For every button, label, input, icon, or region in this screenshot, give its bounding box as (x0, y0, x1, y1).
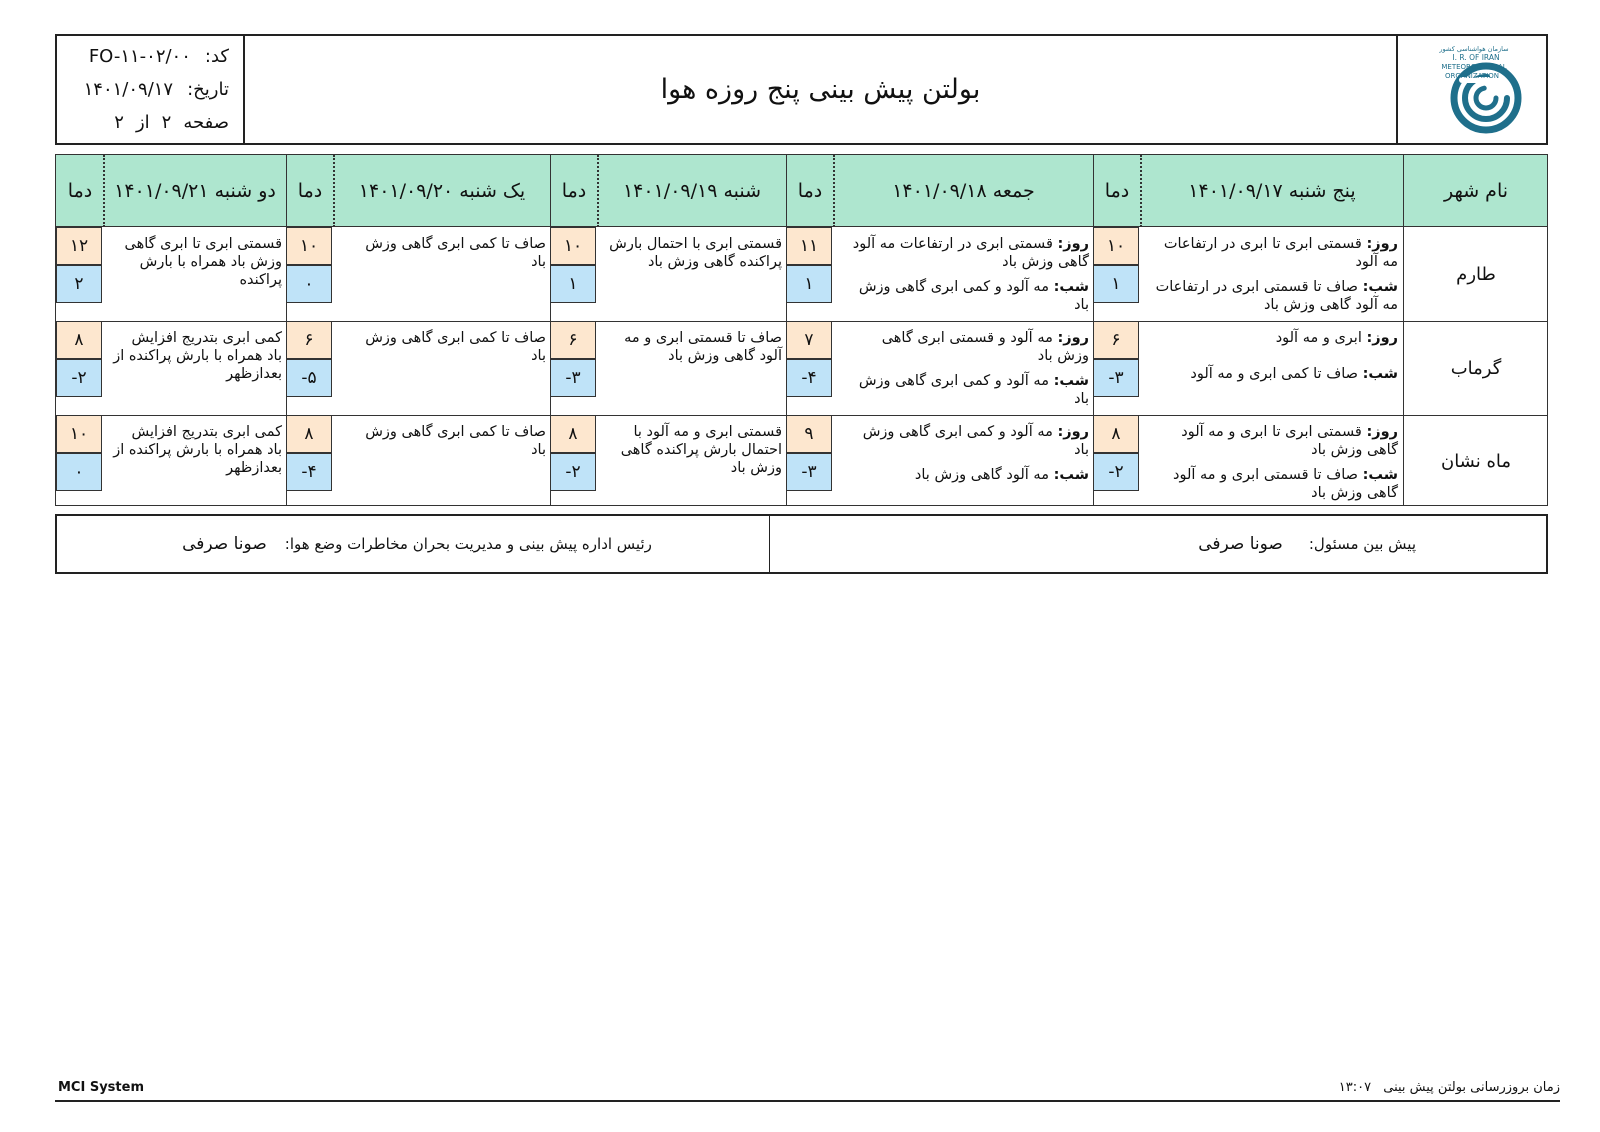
night-label: شب: (1053, 373, 1089, 389)
forecast-cell (346, 235, 546, 271)
night-label: شب: (1053, 279, 1089, 295)
city-name: طارم (1456, 263, 1496, 285)
forecaster-label: پیش بین مسئول: (1308, 535, 1416, 553)
night-label: شب: (1053, 467, 1089, 483)
max-temp: ۶ (550, 321, 596, 359)
max-temp: ۱۰ (56, 415, 102, 453)
forecast-cell (346, 329, 546, 365)
header-day-3: شنبه ۱۴۰۱/۰۹/۱۹ (622, 180, 762, 202)
document-info (57, 36, 245, 143)
night-text: صاف تا قسمتی ابری و مه آلود گاهی وزش باد (1173, 467, 1398, 501)
logo-line2: METEOROLOGICAL (1441, 63, 1507, 71)
forecaster-name: صونا صرفی (1198, 534, 1283, 554)
max-temp: ۸ (1093, 415, 1139, 453)
max-temp: ۷ (786, 321, 832, 359)
day-label: روز: (1057, 424, 1089, 440)
date-label: تاریخ: (187, 79, 229, 100)
min-temp: -۳ (550, 359, 596, 397)
forecast-cell (112, 329, 282, 383)
day-label: روز: (1366, 236, 1398, 252)
forecast-cell (606, 235, 782, 271)
day-forecast (1154, 423, 1398, 459)
forecast-text: صاف تا قسمتی ابری و مه آلود گاهی وزش باد (624, 330, 782, 364)
forecast-table (55, 154, 1548, 506)
header-city: نام شهر (1443, 180, 1509, 202)
night-label: شب: (1362, 467, 1398, 483)
forecast-cell (1154, 235, 1398, 314)
max-temp: ۱۰ (550, 227, 596, 265)
system-name: MCI System (58, 1080, 144, 1095)
max-temp: ۹ (786, 415, 832, 453)
forecast-cell (346, 423, 546, 459)
min-temp: ۱ (1093, 265, 1139, 303)
min-temp: -۳ (1093, 359, 1139, 397)
forecast-text: کمی ابری بتدریج افزایش باد همراه با بارش پراکنده از بعدازظهر (113, 330, 282, 382)
min-temp: -۳ (786, 453, 832, 491)
day-text: قسمتی ابری در ارتفاعات مه آلود گاهی وزش باد (852, 236, 1089, 270)
min-temp: ۰ (56, 453, 102, 491)
header-temp-2: دما (797, 180, 823, 202)
forecast-text: قسمتی ابری و مه آلود با احتمال بارش پراکنده گاهی وزش باد (620, 424, 782, 476)
min-temp: ۱ (786, 265, 832, 303)
forecast-text: صاف تا کمی ابری گاهی وزش باد (365, 330, 546, 364)
organization-logo (1396, 36, 1546, 143)
logo-line3: ORGANIZATION (1444, 72, 1500, 80)
min-temp: -۴ (286, 453, 332, 491)
city-name: ماه نشان (1440, 450, 1512, 472)
footer-divider (55, 1100, 1560, 1102)
day-text: قسمتی ابری تا ابری و مه آلود گاهی وزش باد (1181, 424, 1398, 458)
max-temp: ۱۱ (786, 227, 832, 265)
forecast-cell (112, 235, 282, 289)
signature-box (55, 514, 1548, 574)
signature-divider (769, 516, 770, 572)
max-temp: ۶ (1093, 321, 1139, 359)
day-forecast (846, 329, 1089, 365)
max-temp: ۸ (286, 415, 332, 453)
night-text: مه آلود و کمی ابری گاهی وزش باد (858, 279, 1089, 313)
header-temp-3: دما (561, 180, 587, 202)
header-temp-1: دما (1104, 180, 1130, 202)
max-temp: ۸ (56, 321, 102, 359)
forecast-text: صاف تا کمی ابری گاهی وزش باد (365, 424, 546, 458)
header-dotted-divider (103, 155, 105, 227)
day-label: روز: (1057, 236, 1089, 252)
header-day-4: یک شنبه ۱۴۰۱/۰۹/۲۰ (358, 180, 526, 202)
update-time: ۱۳:۰۷ (1338, 1080, 1372, 1095)
page-title: بولتن پیش بینی پنج روزه هوا (660, 74, 981, 105)
day-label: روز: (1366, 424, 1398, 440)
update-label: زمان بروزرسانی بولتن پیش بینی (1383, 1080, 1560, 1095)
header-temp-5: دما (67, 180, 93, 202)
forecast-cell (846, 423, 1089, 484)
code-value: FO-۱۱-۰۲/۰۰ (88, 46, 191, 67)
night-text: مه آلود و کمی ابری گاهی وزش باد (858, 373, 1089, 407)
forecast-text: کمی ابری بتدریج افزایش باد همراه با بارش پراکنده از بعدازظهر (113, 424, 282, 476)
forecast-text: قسمتی ابری تا ابری گاهی وزش باد همراه با بارش پراکنده (124, 236, 282, 288)
code-label: کد: (204, 46, 229, 67)
city-name: گرماب (1450, 357, 1502, 379)
day-label: روز: (1057, 330, 1089, 346)
date-row (75, 79, 229, 100)
night-text: صاف تا کمی ابری و مه آلود (1190, 366, 1358, 382)
page-label: صفحه (183, 112, 229, 133)
min-temp: -۴ (786, 359, 832, 397)
swirl-logo-icon (1398, 36, 1544, 143)
max-temp: ۱۰ (286, 227, 332, 265)
night-label: شب: (1362, 279, 1398, 295)
header-dotted-divider (833, 155, 835, 227)
forecaster-signature (786, 516, 1416, 572)
header-day-5: دو شنبه ۱۴۰۱/۰۹/۲۱ (114, 180, 276, 202)
bulletin-header (55, 34, 1548, 145)
header-day-2: جمعه ۱۴۰۱/۰۹/۱۸ (892, 180, 1035, 202)
page-row (75, 112, 229, 133)
forecast-text: قسمتی ابری با احتمال بارش پراکنده گاهی وزش باد (609, 236, 782, 270)
day-text: قسمتی ابری تا ابری در ارتفاعات مه آلود (1163, 236, 1398, 270)
max-temp: ۱۲ (56, 227, 102, 265)
logo-org-fa: سازمان هواشناسی کشور (1439, 45, 1509, 53)
min-temp: -۵ (286, 359, 332, 397)
night-text: صاف تا قسمتی ابری در ارتفاعات مه آلود گاهی وزش باد (1155, 279, 1398, 313)
day-label: روز: (1366, 330, 1398, 346)
min-temp: ۲ (56, 265, 102, 303)
forecast-cell (1154, 329, 1398, 383)
day-text: مه آلود و قسمتی ابری گاهی وزش باد (881, 330, 1089, 364)
header-dotted-divider (597, 155, 599, 227)
update-time-info (1200, 1080, 1560, 1095)
min-temp: ۰ (286, 265, 332, 303)
night-forecast (1154, 278, 1398, 314)
forecast-text: صاف تا کمی ابری گاهی وزش باد (365, 236, 546, 270)
header-temp-4: دما (297, 180, 323, 202)
night-forecast (846, 372, 1089, 408)
head-name: صونا صرفی (182, 534, 267, 554)
page-current: ۲ (161, 112, 172, 133)
night-forecast (846, 466, 1089, 484)
night-forecast (1154, 365, 1398, 383)
min-temp: -۲ (1093, 453, 1139, 491)
logo-line1: I. R. OF IRAN (1452, 53, 1500, 62)
header-dotted-divider (1140, 155, 1142, 227)
forecast-cell (606, 423, 782, 477)
max-temp: ۱۰ (1093, 227, 1139, 265)
day-text: ابری و مه آلود (1275, 330, 1362, 346)
head-signature (77, 516, 757, 572)
day-forecast (846, 423, 1089, 459)
head-label: رئیس اداره پیش بینی و مدیریت بحران مخاطرات وضع هوا: (284, 535, 652, 553)
forecast-cell (606, 329, 782, 365)
day-forecast (846, 235, 1089, 271)
min-temp: ۱ (550, 265, 596, 303)
header-dotted-divider (333, 155, 335, 227)
night-forecast (1154, 466, 1398, 502)
max-temp: ۶ (286, 321, 332, 359)
forecast-cell (112, 423, 282, 477)
code-row (75, 46, 229, 67)
min-temp: -۲ (550, 453, 596, 491)
night-label: شب: (1362, 366, 1398, 382)
header-day-1: پنج شنبه ۱۴۰۱/۰۹/۱۷ (1188, 180, 1356, 202)
night-forecast (846, 278, 1089, 314)
date-value: ۱۴۰۱/۰۹/۱۷ (83, 79, 174, 100)
min-temp: -۲ (56, 359, 102, 397)
page-total: ۲ (114, 112, 124, 133)
page-of: از (135, 112, 150, 133)
forecast-cell (1154, 423, 1398, 502)
day-forecast (1154, 329, 1398, 347)
table-header-row (56, 155, 1547, 227)
night-text: مه آلود گاهی وزش باد (914, 467, 1049, 483)
forecast-cell (846, 235, 1089, 314)
max-temp: ۸ (550, 415, 596, 453)
day-text: مه آلود و کمی ابری گاهی وزش باد (862, 424, 1089, 458)
forecast-cell (846, 329, 1089, 408)
day-forecast (1154, 235, 1398, 271)
